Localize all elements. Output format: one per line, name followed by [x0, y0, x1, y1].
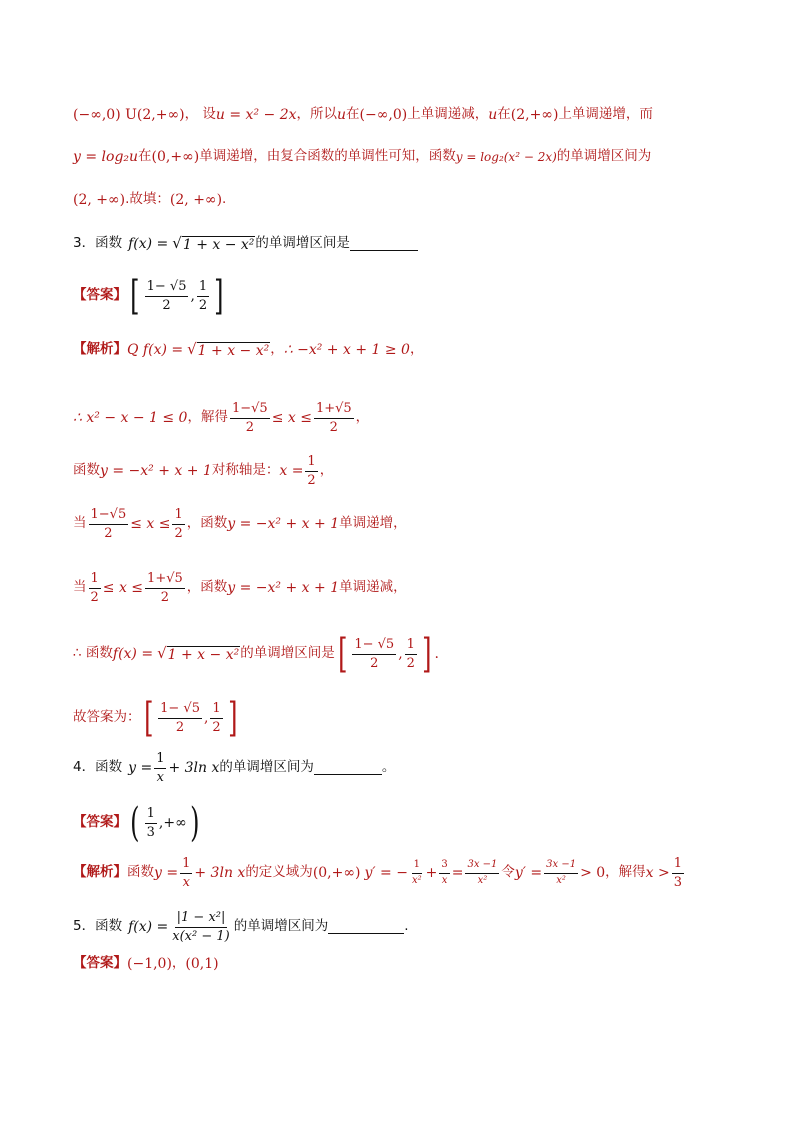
analysis-4: 【解析】 函数 y = $\frac{1}{x}$ + 3ln x 的定义域为 (0,+∞) y′ = − $\frac{1}{\text{x²}}$ + $\frac{3}{x}$ = $\frac{3x -1}{\text{x²}}$ 令 y′ = $\frac{3x -1}{\text{x²}}$ > 0 ，解得 x > $\frac{1}{3}$ — [73, 856, 683, 890]
fraction: $\frac{1}{2}$ — [406, 636, 415, 671]
analysis-tag: 【解析】 — [73, 864, 127, 881]
math-interval: (2, +∞) — [73, 192, 126, 208]
math-u-def: u = x² − 2x — [215, 107, 297, 123]
solution-line-2 — [73, 150, 734, 164]
interval-bracket: [ $\frac{1- √5}{2}$ , $\frac{1}{2}$ ] — [337, 631, 432, 677]
fraction: $\frac{3x -1}{\text{x²}}$ — [546, 859, 577, 886]
sqrt-expression: √ 1 + x − x² — [187, 340, 270, 359]
text: ， 设 — [184, 106, 216, 123]
math-inequality: ∴ x² − x − 1 ≤ 0 — [73, 410, 188, 427]
math-interval: (0,+∞) — [151, 149, 200, 165]
text: 的单调增区间为 — [556, 148, 652, 165]
fraction: $\frac{1}{3}$ — [146, 805, 155, 840]
math-fx: Q f(x) = — [127, 342, 184, 358]
text: 在 — [497, 106, 511, 123]
math-log: y = log₂u — [73, 149, 139, 165]
sqrt-expression: √ 1 + x − x² — [157, 644, 240, 663]
fraction: $\frac{1+√5}{2}$ — [147, 571, 183, 605]
fraction: $\frac{1}{2}$ — [198, 278, 208, 313]
math-interval: (2,+∞) — [510, 107, 559, 123]
analysis-3-line-3: 函数 y = −x² + x + 1 对称轴是： x = $\frac{1}{2}$ ， — [73, 454, 334, 488]
interval-paren: ( $\frac{1}{3}$ ,+∞ ) — [130, 800, 200, 846]
fraction: $\frac{1+√5}{2}$ — [315, 401, 352, 435]
answer-blank — [350, 238, 418, 251]
text: . — [222, 191, 227, 208]
fraction: $\frac{1}{3}$ — [673, 856, 683, 890]
solution-line-3 — [73, 193, 734, 207]
analysis-3-line-7: 故答案为： [ $\frac{1- √5}{2}$ , $\frac{1}{2}$ ] — [73, 698, 734, 738]
sqrt-icon: √ — [157, 644, 167, 662]
question-4: 4．函数 y = $\frac{1}{x}$ + 3ln x 的单调增区间为 。 — [73, 751, 396, 785]
math-u: u — [488, 107, 498, 123]
answer-4 — [73, 800, 734, 846]
fraction: $\frac{1- √5}{2}$ — [160, 700, 200, 735]
answer-3 — [73, 273, 734, 319]
answer-blank — [314, 762, 382, 775]
sqrt-icon: √ — [172, 234, 182, 252]
fraction: $\frac{3}{x}$ — [441, 859, 448, 886]
text: 单调递增，由复合函数的单调性可知，函数 — [199, 148, 456, 165]
fraction: $\frac{1}{2}$ — [212, 700, 221, 735]
sqrt-icon: √ — [187, 340, 197, 358]
fraction: $\frac{1}{\text{x²}}$ — [411, 859, 422, 886]
answer-blank — [328, 921, 404, 934]
math-inequality: ∴ −x² + x + 1 ≥ 0 — [283, 342, 410, 358]
question-5: 5．函数 f(x) = $\frac{\text{|1 − x²|}}{\text{x(x² − 1)}}$ 的单调增区间为 . — [73, 910, 409, 944]
analysis-3-line-2: ∴ x² − x − 1 ≤ 0 ，解得 $\frac{1-√5}{2}$ ≤ x ≤ $\frac{1+√5}{2}$ ， — [73, 401, 370, 435]
math-u: u — [337, 107, 347, 123]
fraction: $\frac{3x -1}{\text{x²}}$ — [467, 859, 498, 886]
answer-tag: 【答案】 — [73, 287, 127, 304]
fraction: $\frac{1-√5}{2}$ — [231, 401, 268, 435]
analysis-3-line-6: ∴ 函数 f(x) = √ 1 + x − x² 的单调增区间是 [ $\frac{1- √5}{2}$ , $\frac{1}{2}$ ] . — [73, 631, 439, 677]
fraction: $\frac{1-√5}{2}$ — [90, 507, 127, 541]
math-interval: (2, +∞) — [169, 192, 223, 208]
fraction: $\frac{1}{2}$ — [174, 507, 183, 541]
fraction: $\frac{1}{x}$ — [182, 856, 191, 890]
question-number: 4．函数 — [73, 759, 123, 776]
analysis-3: 【解析】 Q f(x) = √ 1 + x − x² ， ∴ −x² + x + 1 ≥ 0 ， — [73, 340, 424, 359]
sqrt-expression — [172, 236, 255, 252]
answer-tag: 【答案】 — [73, 955, 127, 972]
text: 在 — [346, 106, 360, 123]
interval-bracket: [ $\frac{1- √5}{2}$ , $\frac{1}{2}$ ] — [143, 695, 238, 741]
text: ，所以 — [296, 106, 337, 123]
text: .故填： — [125, 191, 170, 208]
fraction: $\frac{1}{2}$ — [307, 454, 316, 488]
analysis-3-line-5: 当 $\frac{1}{2}$ ≤ x ≤ $\frac{1+√5}{2}$ ，函数 y = −x² + x + 1 单调递减， — [73, 571, 407, 605]
analysis-tag: 【解析】 — [73, 341, 127, 358]
math-interval-union: (−∞,0) U(2,+∞) — [73, 107, 185, 123]
fraction: $\frac{1}{2}$ — [90, 571, 99, 605]
fraction: $\frac{1}{x}$ — [156, 751, 165, 785]
analysis-3-line-4: 当 $\frac{1-√5}{2}$ ≤ x ≤ $\frac{1}{2}$ ，函数 y = −x² + x + 1 单调递增， — [73, 507, 407, 541]
fraction: $\frac{1- √5}{2}$ — [146, 278, 187, 313]
fraction: $\frac{1- √5}{2}$ — [354, 636, 395, 671]
answer-5: 【答案】 (−1,0) ， (0,1) — [73, 955, 219, 972]
math-interval: (−∞,0) — [359, 107, 408, 123]
math-function: y = −x² + x + 1 — [100, 463, 212, 480]
text: 上单调递增，而 — [558, 106, 653, 123]
solution-line-1 — [73, 108, 734, 122]
interval-bracket: [ $\frac{1- √5}{2}$ , $\frac{1}{2}$ ] — [130, 273, 224, 319]
text: 上单调递减， — [407, 106, 489, 123]
math-fx: f(x) = — [128, 236, 169, 252]
question-number: 3．函数 — [73, 235, 123, 252]
question-number: 5．函数 — [73, 918, 123, 935]
text: 在 — [138, 148, 152, 165]
answer-tag: 【答案】 — [73, 814, 127, 831]
text: 的单调增区间是 — [255, 235, 350, 252]
radicand: 1 + x − x² — [182, 237, 255, 253]
math-log-composite: y = log₂(x² − 2x) — [455, 150, 557, 164]
question-3 — [73, 236, 734, 252]
fraction: $\frac{\text{|1 − x²|}}{\text{x(x² − 1)}}$ — [172, 910, 230, 944]
